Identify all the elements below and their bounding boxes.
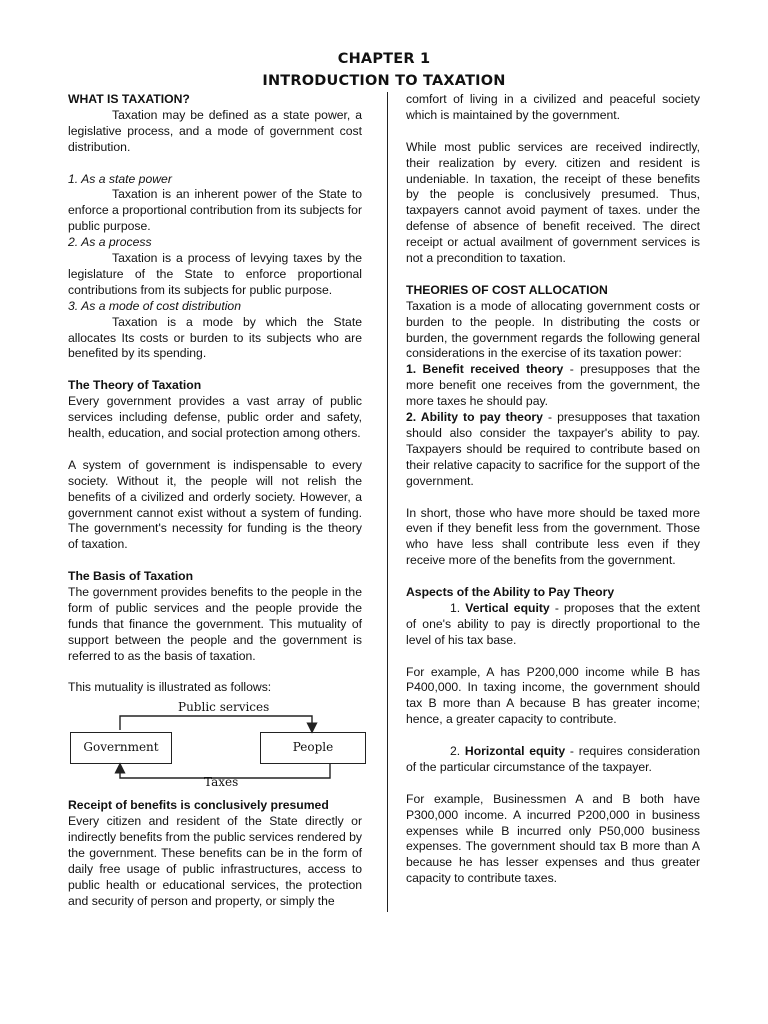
right-column bbox=[406, 92, 700, 887]
item-heading-cost-distribution: 3. As a mode of cost distribution bbox=[68, 298, 241, 313]
diagram-label-taxes: Taxes bbox=[204, 775, 239, 790]
paragraph-vertical-equity: 1. Vertical equity - proposes that the extent of one's ability to pay is directly proportional to the level of his tax base. bbox=[406, 600, 700, 647]
section-heading-what-is-taxation: WHAT IS TAXATION? bbox=[68, 92, 190, 106]
section-heading-theories-cost-allocation: THEORIES OF COST ALLOCATION bbox=[406, 282, 608, 297]
section-heading-theory: The Theory of Taxation bbox=[68, 378, 202, 393]
paragraph-cost-distribution: Taxation is a mode by which the State allocates Its costs or burden to its subjects who are benefited by its spending. bbox=[68, 314, 362, 361]
paragraph-continued: comfort of living in a civilized and peaceful society which is maintained by the government. bbox=[406, 92, 700, 122]
chapter-header bbox=[0, 48, 768, 92]
paragraph-state-power: Taxation is an inherent power of the State to enforce a proportional contribution from its subjects for public purpose. bbox=[68, 187, 362, 234]
section-heading-basis: The Basis of Taxation bbox=[68, 569, 194, 584]
paragraph-ability-to-pay: 2. Ability to pay theory - presupposes that taxation should also consider the taxpayer's ability to pay. Taxpayers should be required to contribute based on their relative capacity to sacrifice for the support of the government. bbox=[406, 410, 700, 488]
chapter-title: INTRODUCTION TO TAXATION bbox=[262, 73, 506, 89]
paragraph-in-short: In short, those who have more should be taxed more even if they benefit less from the government. Those who have less shall contribute less even if they receive more of the benefits from the government. bbox=[406, 505, 700, 568]
paragraph-mutuality: This mutuality is illustrated as follows: bbox=[68, 680, 272, 695]
paragraph-theory-1: Every government provides a vast array of public services including defense, public order and safety, health, education, and social protection among others. bbox=[68, 394, 362, 440]
paragraph-process: Taxation is a process of levying taxes by the legislature of the State to enforce proportional contributions from its subjects for public purpose. bbox=[68, 251, 362, 297]
diagram-box-people: People bbox=[260, 732, 366, 764]
term-horizontal-equity: Horizontal equity bbox=[464, 744, 566, 759]
diagram-box-government: Government bbox=[70, 732, 172, 764]
paragraph-example-2: For example, Businessmen A and B both have P300,000 income. A incurred P200,000 in business expenses while B incurred only P50,000 business expenses. The government should tax B more than A because he has lesser expenses and thus greater capacity to contribute taxes. bbox=[406, 791, 700, 886]
chapter-number: CHAPTER 1 bbox=[337, 51, 431, 67]
column-divider bbox=[387, 92, 388, 912]
term-vertical-equity: Vertical equity bbox=[465, 600, 550, 615]
paragraph-example-1: For example, A has P200,000 income while B has P400,000. In taxing income, the government should tax B more than A because B has greater income; hence, a greater capacity to contribute. bbox=[406, 664, 700, 727]
diagram-label-public-services: Public services bbox=[178, 700, 270, 715]
section-heading-receipt: Receipt of benefits is conclusively presumed bbox=[68, 798, 329, 813]
paragraph-definition: Taxation may be defined as a state power, a legislative process, and a mode of government cost distribution. bbox=[68, 107, 362, 154]
paragraph-receipt: Every citizen and resident of the State directly or indirectly benefits from the public services rendered by the government. These benefits can be in the form of daily free usage of public infrastructures, access to public health or educational services, the protection and security of person and property, or simply the bbox=[68, 814, 362, 908]
paragraph-horizontal-equity: 2. Horizontal equity - requires consideration of the particular circumstance of the taxpayer. bbox=[406, 744, 700, 774]
item-heading-state-power: 1. As a state power bbox=[68, 171, 172, 186]
public-services-arrow bbox=[120, 716, 312, 730]
paragraph-basis: The government provides benefits to the people in the form of public services and the people provide the funds that finance the government. This mutuality of support between the people and the government is referred to as the basis of taxation. bbox=[68, 585, 362, 663]
section-heading-aspects: Aspects of the Ability to Pay Theory bbox=[406, 585, 615, 600]
term-ability-to-pay: 2. Ability to pay theory bbox=[406, 410, 543, 425]
item-heading-process: 2. As a process bbox=[68, 235, 152, 250]
mutuality-diagram bbox=[68, 702, 378, 790]
paragraph-indirect-services: While most public services are received indirectly, their realization by every. citizen and resident is undeniable. In taxation, the receipt of these benefits by the people is conclusively presumed. Thus, taxpayers cannot avoid payment of taxes. under the defense of absence of benefit received. The direct receipt or actual availment of government services is not a precondition to taxation. bbox=[406, 139, 700, 266]
term-benefit-received: 1. Benefit received theory bbox=[406, 362, 564, 377]
paragraph-theory-2: A system of government is indispensable to every society. Without it, the people will not relish the benefits of a civilized and orderly society. However, a government cannot exist without a system of funding. The government's necessity for funding is the theory of taxation. bbox=[68, 457, 362, 552]
paragraph-theories: Taxation is a mode of allocating government costs or burden to the people. In distributing the costs or burden, the government regards the following general considerations in the exercise of its taxation power: bbox=[406, 298, 700, 361]
paragraph-benefit-received: 1. Benefit received theory - presupposes that the more benefit one receives from the government, the more taxes he should pay. bbox=[406, 362, 700, 409]
left-column bbox=[68, 92, 362, 910]
